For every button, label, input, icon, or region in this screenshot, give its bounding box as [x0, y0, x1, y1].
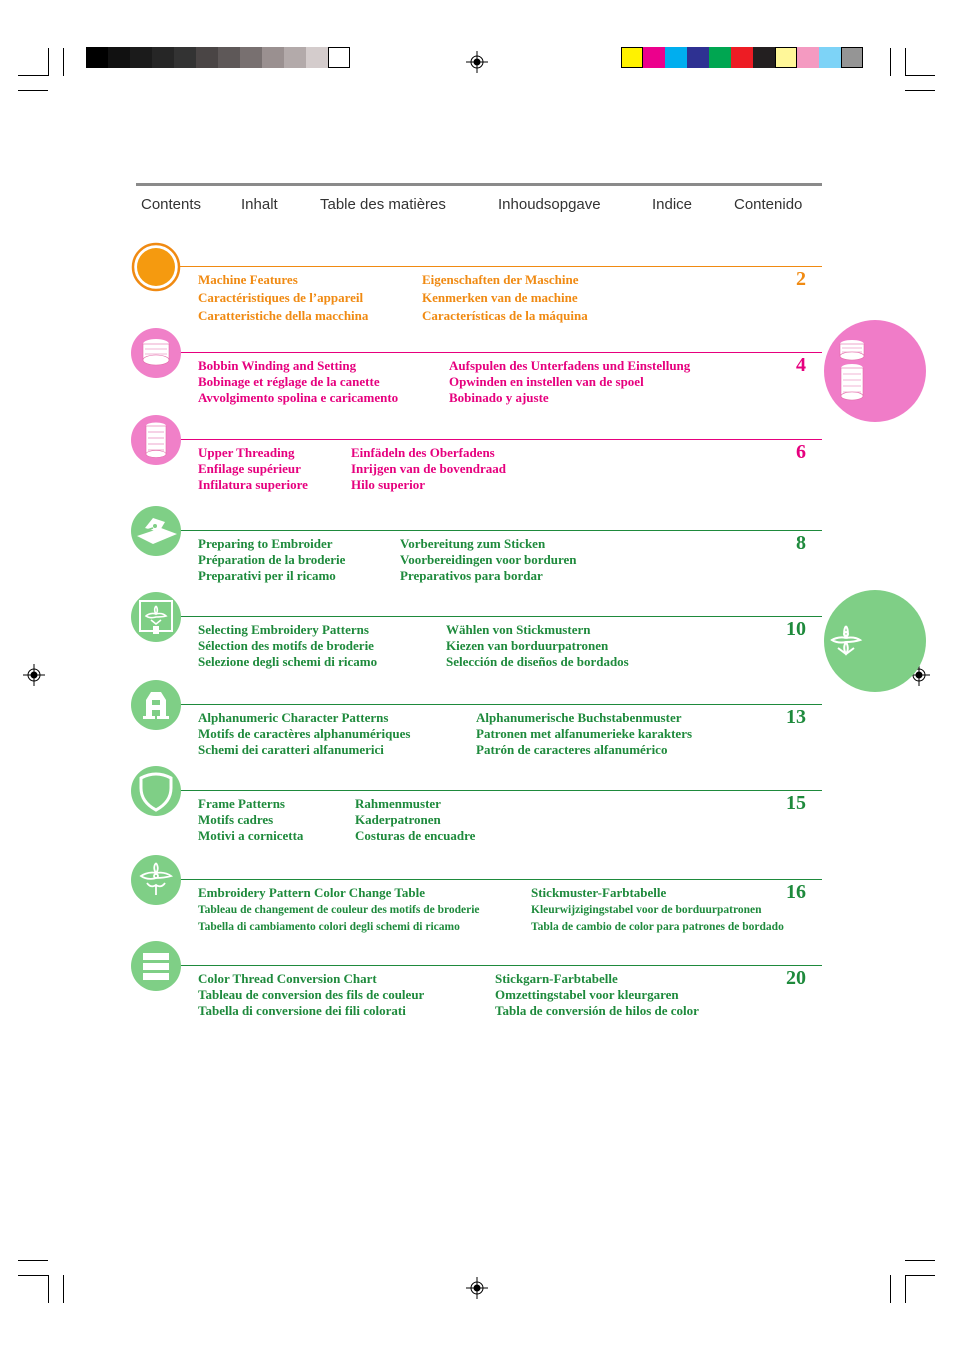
- crop-mark: [48, 1275, 49, 1303]
- flower-motif-icon: [131, 855, 181, 905]
- section-rule: [180, 530, 822, 531]
- section-rule: [180, 790, 822, 791]
- entry-title[interactable]: Stickgarn-Farbtabelle: [495, 971, 618, 986]
- section-rule: [180, 704, 822, 705]
- crop-mark: [18, 1260, 48, 1261]
- section-rule: [180, 616, 822, 617]
- header-inhoudsopgave: Inhoudsopgave: [498, 196, 601, 213]
- entry-title[interactable]: Kiezen van borduurpatronen: [446, 638, 609, 653]
- entry-title[interactable]: Stickmuster-Farbtabelle: [531, 885, 667, 900]
- page-number[interactable]: 2: [796, 268, 806, 290]
- entry-title[interactable]: Costuras de encuadre: [355, 828, 476, 843]
- thread-spool-icon: [131, 415, 181, 465]
- entry-title[interactable]: Tabella di cambiamento colori degli schemi di ricamo: [198, 921, 460, 933]
- entry-title[interactable]: Preparativi per il ricamo: [198, 568, 336, 583]
- crop-mark: [63, 1275, 64, 1303]
- entry-title[interactable]: Bobinado y ajuste: [449, 390, 549, 405]
- page-number[interactable]: 13: [786, 706, 806, 728]
- entry-title[interactable]: Motifs cadres: [198, 812, 274, 827]
- registration-mark-icon: [466, 51, 488, 73]
- bobbin-spool-icon: [824, 320, 926, 422]
- section-rule: [180, 352, 822, 353]
- page-number[interactable]: 16: [786, 881, 806, 903]
- page-number[interactable]: 15: [786, 792, 806, 814]
- page-number[interactable]: 6: [796, 441, 806, 463]
- orange-circle-icon: [131, 242, 181, 292]
- entry-title[interactable]: Bobinage et réglage de la canette: [198, 374, 380, 389]
- entry-title[interactable]: Opwinden en instellen van de spoel: [449, 374, 644, 389]
- entry-title[interactable]: Hilo superior: [351, 477, 426, 492]
- entry-title[interactable]: Avvolgimento spolina e caricamento: [198, 390, 399, 405]
- entry-title[interactable]: Tableau de changement de couleur des motifs de broderie: [198, 904, 480, 916]
- entry-title[interactable]: Enfilage supérieur: [198, 461, 301, 476]
- entry-title[interactable]: Tabla de conversión de hilos de color: [495, 1003, 699, 1018]
- entry-title[interactable]: Frame Patterns: [198, 796, 285, 811]
- entry-title[interactable]: Motivi a cornicetta: [198, 828, 304, 843]
- crop-mark: [18, 90, 48, 91]
- entry-title[interactable]: Preparing to Embroider: [198, 536, 333, 551]
- registration-mark-icon: [23, 664, 45, 686]
- embroidery-unit-icon-graphic: [131, 506, 181, 556]
- contents-header: [136, 196, 822, 216]
- stripes-chart-icon-graphic: [131, 941, 181, 991]
- side-tab-pink: [824, 320, 926, 422]
- entry-title[interactable]: Tabella di conversione dei fili colorati: [198, 1003, 406, 1018]
- crop-mark: [890, 1275, 891, 1303]
- crop-mark: [905, 1260, 935, 1261]
- entry-title[interactable]: Color Thread Conversion Chart: [198, 971, 377, 986]
- page-number[interactable]: 20: [786, 967, 806, 989]
- crop-mark: [18, 1275, 48, 1276]
- process-color-bar: [621, 47, 863, 68]
- entry-title[interactable]: Inrijgen van de bovendraad: [351, 461, 506, 476]
- crop-mark: [905, 1275, 935, 1276]
- page-number[interactable]: 4: [796, 354, 806, 376]
- entry-title[interactable]: Características de la máquina: [422, 308, 588, 323]
- entry-title[interactable]: Preparativos para bordar: [400, 568, 543, 583]
- section-rule: [180, 439, 822, 440]
- header-contents: Contents: [141, 196, 202, 213]
- entry-title[interactable]: Kleurwijzigingstabel voor de borduurpatronen: [531, 904, 762, 916]
- entry-title[interactable]: Kaderpatronen: [355, 812, 441, 827]
- page-number[interactable]: 10: [786, 618, 806, 640]
- entry-title[interactable]: Alphanumerische Buchstabenmuster: [476, 710, 682, 725]
- section-rule: [180, 266, 822, 267]
- pattern-select-icon: [131, 592, 181, 642]
- crop-mark: [63, 48, 64, 76]
- entry-title[interactable]: Rahmenmuster: [355, 796, 441, 811]
- entry-title[interactable]: Selezione degli schemi di ricamo: [198, 654, 378, 669]
- header-table-des-matieres: Table des matières: [320, 196, 446, 213]
- entry-title[interactable]: Sélection des motifs de broderie: [198, 638, 374, 653]
- crop-mark: [905, 90, 935, 91]
- crop-mark: [905, 48, 906, 76]
- bobbin-icon: [131, 328, 181, 378]
- entry-title[interactable]: Bobbin Winding and Setting: [198, 358, 357, 373]
- entry-title[interactable]: Vorbereitung zum Sticken: [400, 536, 546, 551]
- shield-frame-icon: [131, 766, 181, 816]
- crop-mark: [48, 48, 49, 76]
- flower-motif-icon: [824, 590, 926, 692]
- thread-spool-icon-graphic: [131, 415, 181, 465]
- entry-title[interactable]: Caratteristiche della macchina: [198, 308, 369, 323]
- entry-title[interactable]: Patrón de caracteres alfanumérico: [476, 742, 668, 757]
- registration-mark-icon: [466, 1277, 488, 1299]
- entry-title[interactable]: Préparation de la broderie: [198, 552, 346, 567]
- entry-title[interactable]: Infilatura superiore: [198, 477, 308, 492]
- header-rule: [136, 183, 822, 186]
- section-rule: [180, 965, 822, 966]
- section-rule: [180, 879, 822, 880]
- flower-motif-icon-graphic: [131, 855, 181, 905]
- letter-a-icon-graphic: [131, 680, 181, 730]
- crop-mark: [18, 75, 48, 76]
- entry-title[interactable]: Selecting Embroidery Patterns: [198, 622, 369, 637]
- entry-title[interactable]: Einfädeln des Oberfadens: [351, 445, 495, 460]
- bobbin-icon-graphic: [131, 328, 181, 378]
- entry-title[interactable]: Embroidery Pattern Color Change Table: [198, 885, 426, 900]
- entry-title[interactable]: Tableau de conversion des fils de couleur: [198, 987, 425, 1002]
- entry-title[interactable]: Schemi dei caratteri alfanumerici: [198, 742, 384, 757]
- entry-title[interactable]: Wählen von Stickmustern: [446, 622, 591, 637]
- entry-title[interactable]: Selección de diseños de bordados: [446, 654, 629, 669]
- grayscale-color-bar: [86, 47, 350, 68]
- entry-title[interactable]: Kenmerken van de machine: [422, 290, 578, 305]
- entry-title[interactable]: Alphanumeric Character Patterns: [198, 710, 389, 725]
- header-contenido: Contenido: [734, 196, 803, 213]
- side-tab-green: [824, 590, 926, 692]
- entry-title[interactable]: Motifs de caractères alphanumériques: [198, 726, 411, 741]
- entry-title[interactable]: Tabla de cambio de color para patrones de bordado: [531, 921, 784, 933]
- crop-mark: [905, 1275, 906, 1303]
- entry-title[interactable]: Omzettingstabel voor kleurgaren: [495, 987, 679, 1002]
- header-inhalt: Inhalt: [241, 196, 278, 213]
- page-number[interactable]: 8: [796, 532, 806, 554]
- entry-title[interactable]: Caractéristiques de l’appareil: [198, 290, 364, 305]
- header-indice: Indice: [652, 196, 693, 213]
- orange-circle-icon-graphic: [131, 242, 181, 292]
- embroidery-unit-icon: [131, 506, 181, 556]
- entry-title[interactable]: Upper Threading: [198, 445, 295, 460]
- shield-frame-icon-graphic: [131, 766, 181, 816]
- letter-a-icon: [131, 680, 181, 730]
- entry-title[interactable]: Eigenschaften der Maschine: [422, 272, 579, 287]
- crop-mark: [890, 48, 891, 76]
- entry-title[interactable]: Aufspulen des Unterfadens und Einstellung: [449, 358, 691, 373]
- entry-title[interactable]: Voorbereidingen voor borduren: [400, 552, 577, 567]
- stripes-chart-icon: [131, 941, 181, 991]
- crop-mark: [905, 75, 935, 76]
- pattern-select-icon-graphic: [131, 592, 181, 642]
- entry-title[interactable]: Machine Features: [198, 272, 298, 287]
- entry-title[interactable]: Patronen met alfanumerieke karakters: [476, 726, 693, 741]
